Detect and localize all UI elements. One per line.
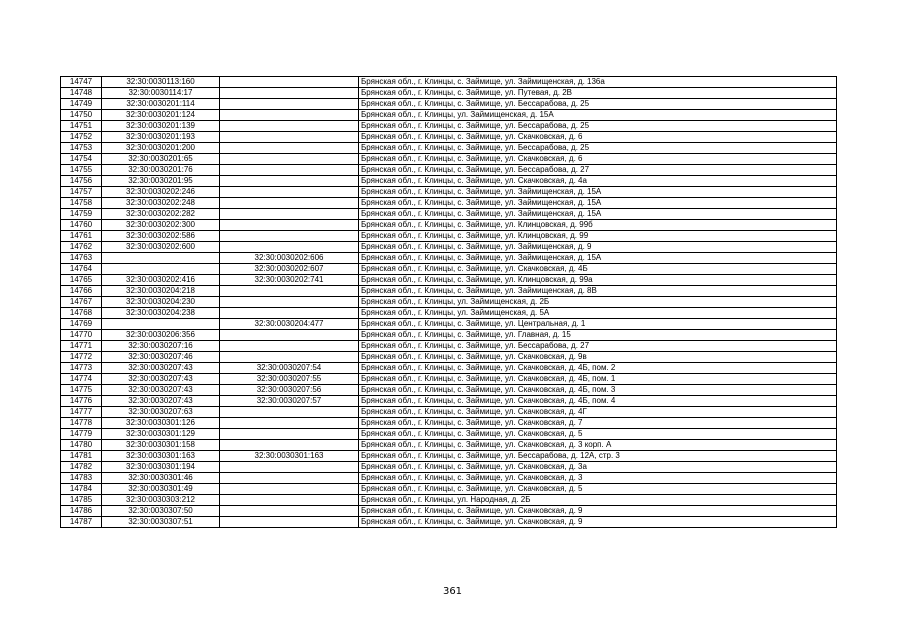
address-cell: Брянская обл., г. Клинцы, с. Займище, ул. Займищенская, д. 8В — [359, 286, 837, 297]
table-row — [61, 330, 837, 341]
table-row — [61, 121, 837, 132]
cadastral-number-cell: 32:30:0030206:356 — [102, 330, 220, 341]
related-cadastral-number-cell — [220, 220, 359, 231]
cadastral-number-cell: 32:30:0030204:230 — [102, 297, 220, 308]
table-row — [61, 88, 837, 99]
related-cadastral-number-cell — [220, 132, 359, 143]
related-cadastral-number-cell — [220, 77, 359, 88]
address-cell: Брянская обл., г. Клинцы, с. Займище, ул. Займищенская, д. 15А — [359, 253, 837, 264]
table-row — [61, 308, 837, 319]
cadastral-number-cell: 32:30:0030201:124 — [102, 110, 220, 121]
cadastral-number-cell: 32:30:0030301:129 — [102, 429, 220, 440]
table-row — [61, 253, 837, 264]
address-cell: Брянская обл., г. Клинцы, с. Займище, ул. Скачковская, д. 4Б, пом. 2 — [359, 363, 837, 374]
address-cell: Брянская обл., г. Клинцы, с. Займище, ул. Займищенская, д. 9 — [359, 242, 837, 253]
related-cadastral-number-cell — [220, 429, 359, 440]
table-row — [61, 341, 837, 352]
related-cadastral-number-cell — [220, 297, 359, 308]
related-cadastral-number-cell — [220, 176, 359, 187]
related-cadastral-number-cell — [220, 506, 359, 517]
address-cell: Брянская обл., г. Клинцы, с. Займище, ул. Бессарабова, д. 27 — [359, 341, 837, 352]
address-cell: Брянская обл., г. Клинцы, с. Займище, ул. Путевая, д. 2В — [359, 88, 837, 99]
related-cadastral-number-cell — [220, 242, 359, 253]
cadastral-number-cell: 32:30:0030207:43 — [102, 396, 220, 407]
table-row — [61, 242, 837, 253]
related-cadastral-number-cell — [220, 165, 359, 176]
related-cadastral-number-cell: 32:30:0030301:163 — [220, 451, 359, 462]
address-cell: Брянская обл., г. Клинцы, с. Займище, ул. Главная, д. 15 — [359, 330, 837, 341]
table-row — [61, 231, 837, 242]
related-cadastral-number-cell: 32:30:0030202:741 — [220, 275, 359, 286]
table-row — [61, 264, 837, 275]
address-cell: Брянская обл., г. Клинцы, с. Займище, ул. Скачковская, д. 4Б, пом. 4 — [359, 396, 837, 407]
table-row — [61, 352, 837, 363]
table-row — [61, 385, 837, 396]
row-number-cell: 14775 — [61, 385, 102, 396]
row-number-cell: 14778 — [61, 418, 102, 429]
row-number-cell: 14772 — [61, 352, 102, 363]
row-number-cell: 14767 — [61, 297, 102, 308]
row-number-cell: 14768 — [61, 308, 102, 319]
table-row — [61, 176, 837, 187]
row-number-cell: 14762 — [61, 242, 102, 253]
row-number-cell: 14771 — [61, 341, 102, 352]
address-cell: Брянская обл., г. Клинцы, с. Займище, ул. Скачковская, д. 6 — [359, 132, 837, 143]
address-cell: Брянская обл., г. Клинцы, с. Займище, ул. Скачковская, д. 7 — [359, 418, 837, 429]
cadastral-number-cell: 32:30:0030201:139 — [102, 121, 220, 132]
row-number-cell: 14780 — [61, 440, 102, 451]
row-number-cell: 14779 — [61, 429, 102, 440]
row-number-cell: 14765 — [61, 275, 102, 286]
related-cadastral-number-cell — [220, 110, 359, 121]
table-row — [61, 363, 837, 374]
row-number-cell: 14770 — [61, 330, 102, 341]
table-row — [61, 374, 837, 385]
related-cadastral-number-cell — [220, 440, 359, 451]
address-cell: Брянская обл., г. Клинцы, с. Займище, ул. Скачковская, д. 5 — [359, 429, 837, 440]
cadastral-number-cell: 32:30:0030202:300 — [102, 220, 220, 231]
related-cadastral-number-cell — [220, 99, 359, 110]
related-cadastral-number-cell — [220, 473, 359, 484]
related-cadastral-number-cell — [220, 308, 359, 319]
row-number-cell: 14774 — [61, 374, 102, 385]
address-cell: Брянская обл., г. Клинцы, с. Займище, ул. Бессарабова, д. 25 — [359, 121, 837, 132]
cadastral-number-cell: 32:30:0030207:16 — [102, 341, 220, 352]
cadastral-number-cell: 32:30:0030301:163 — [102, 451, 220, 462]
address-cell: Брянская обл., г. Клинцы, с. Займище, ул. Скачковская, д. 3а — [359, 462, 837, 473]
row-number-cell: 14785 — [61, 495, 102, 506]
related-cadastral-number-cell: 32:30:0030202:607 — [220, 264, 359, 275]
address-cell: Брянская обл., г. Клинцы, ул. Займищенская, д. 15А — [359, 110, 837, 121]
cadastral-number-cell: 32:30:0030201:200 — [102, 143, 220, 154]
cadastral-number-cell: 32:30:0030307:51 — [102, 517, 220, 528]
table-row — [61, 473, 837, 484]
row-number-cell: 14758 — [61, 198, 102, 209]
related-cadastral-number-cell — [220, 462, 359, 473]
cadastral-number-cell: 32:30:0030201:95 — [102, 176, 220, 187]
address-cell: Брянская обл., г. Клинцы, с. Займище, ул. Клинцовская, д. 99б — [359, 220, 837, 231]
cadastral-number-cell: 32:30:0030202:248 — [102, 198, 220, 209]
address-cell: Брянская обл., г. Клинцы, с. Займище, ул. Клинцовская, д. 99 — [359, 231, 837, 242]
row-number-cell: 14759 — [61, 209, 102, 220]
address-cell: Брянская обл., г. Клинцы, с. Займище, ул. Бессарабова, д. 25 — [359, 99, 837, 110]
row-number-cell: 14760 — [61, 220, 102, 231]
related-cadastral-number-cell: 32:30:0030207:55 — [220, 374, 359, 385]
table-row — [61, 154, 837, 165]
table-row — [61, 396, 837, 407]
table-row — [61, 440, 837, 451]
table-row — [61, 77, 837, 88]
cadastral-number-cell: 32:30:0030202:246 — [102, 187, 220, 198]
related-cadastral-number-cell — [220, 341, 359, 352]
cadastral-number-cell: 32:30:0030201:193 — [102, 132, 220, 143]
row-number-cell: 14777 — [61, 407, 102, 418]
row-number-cell: 14750 — [61, 110, 102, 121]
related-cadastral-number-cell — [220, 286, 359, 297]
table-row — [61, 484, 837, 495]
cadastral-number-cell: 32:30:0030202:416 — [102, 275, 220, 286]
address-cell: Брянская обл., г. Клинцы, с. Займище, ул. Центральная, д. 1 — [359, 319, 837, 330]
row-number-cell: 14781 — [61, 451, 102, 462]
address-cell: Брянская обл., г. Клинцы, с. Займище, ул. Скачковская, д. 3 корп. А — [359, 440, 837, 451]
row-number-cell: 14748 — [61, 88, 102, 99]
address-cell: Брянская обл., г. Клинцы, с. Займище, ул. Скачковская, д. 4Б, пом. 1 — [359, 374, 837, 385]
table-row — [61, 407, 837, 418]
address-cell: Брянская обл., г. Клинцы, с. Займище, ул. Скачковская, д. 6 — [359, 154, 837, 165]
table-row — [61, 220, 837, 231]
table-row — [61, 506, 837, 517]
cadastral-number-cell: 32:30:0030201:65 — [102, 154, 220, 165]
address-cell: Брянская обл., г. Клинцы, с. Займище, ул. Бессарабова, д. 12А, стр. 3 — [359, 451, 837, 462]
related-cadastral-number-cell — [220, 407, 359, 418]
cadastral-number-cell: 32:30:0030204:238 — [102, 308, 220, 319]
cadastral-number-cell: 32:30:0030301:49 — [102, 484, 220, 495]
address-cell: Брянская обл., г. Клинцы, с. Займище, ул. Скачковская, д. 4а — [359, 176, 837, 187]
related-cadastral-number-cell — [220, 143, 359, 154]
related-cadastral-number-cell: 32:30:0030207:54 — [220, 363, 359, 374]
cadastral-number-cell: 32:30:0030113:160 — [102, 77, 220, 88]
row-number-cell: 14783 — [61, 473, 102, 484]
related-cadastral-number-cell: 32:30:0030207:56 — [220, 385, 359, 396]
address-cell: Брянская обл., г. Клинцы, с. Займище, ул. Бессарабова, д. 27 — [359, 165, 837, 176]
table-row — [61, 165, 837, 176]
table-row — [61, 429, 837, 440]
registry-table — [60, 76, 837, 528]
cadastral-number-cell: 32:30:0030207:43 — [102, 374, 220, 385]
related-cadastral-number-cell — [220, 418, 359, 429]
registry-table-body — [61, 77, 837, 528]
related-cadastral-number-cell — [220, 517, 359, 528]
row-number-cell: 14787 — [61, 517, 102, 528]
row-number-cell: 14753 — [61, 143, 102, 154]
table-row — [61, 143, 837, 154]
cadastral-number-cell: 32:30:0030204:218 — [102, 286, 220, 297]
cadastral-number-cell: 32:30:0030301:194 — [102, 462, 220, 473]
row-number-cell: 14747 — [61, 77, 102, 88]
table-row — [61, 418, 837, 429]
cadastral-number-cell: 32:30:0030207:43 — [102, 363, 220, 374]
cadastral-number-cell: 32:30:0030303:212 — [102, 495, 220, 506]
row-number-cell: 14754 — [61, 154, 102, 165]
table-row — [61, 451, 837, 462]
table-row — [61, 132, 837, 143]
row-number-cell: 14756 — [61, 176, 102, 187]
address-cell: Брянская обл., г. Клинцы, ул. Займищенская, д. 5А — [359, 308, 837, 319]
table-row — [61, 110, 837, 121]
related-cadastral-number-cell — [220, 352, 359, 363]
cadastral-number-cell: 32:30:0030301:158 — [102, 440, 220, 451]
table-row — [61, 187, 837, 198]
cadastral-number-cell — [102, 264, 220, 275]
row-number-cell: 14766 — [61, 286, 102, 297]
row-number-cell: 14776 — [61, 396, 102, 407]
cadastral-number-cell: 32:30:0030201:114 — [102, 99, 220, 110]
cadastral-number-cell: 32:30:0030301:126 — [102, 418, 220, 429]
cadastral-number-cell: 32:30:0030202:586 — [102, 231, 220, 242]
table-row — [61, 319, 837, 330]
address-cell: Брянская обл., г. Клинцы, с. Займище, ул. Скачковская, д. 4Б, пом. 3 — [359, 385, 837, 396]
row-number-cell: 14786 — [61, 506, 102, 517]
address-cell: Брянская обл., г. Клинцы, ул. Народная, д. 2Б — [359, 495, 837, 506]
table-row — [61, 198, 837, 209]
cadastral-number-cell: 32:30:0030307:50 — [102, 506, 220, 517]
table-row — [61, 462, 837, 473]
cadastral-number-cell: 32:30:0030207:63 — [102, 407, 220, 418]
table-row — [61, 209, 837, 220]
row-number-cell: 14752 — [61, 132, 102, 143]
row-number-cell: 14755 — [61, 165, 102, 176]
related-cadastral-number-cell — [220, 154, 359, 165]
page-number: 361 — [442, 586, 463, 597]
row-number-cell: 14761 — [61, 231, 102, 242]
cadastral-number-cell: 32:30:0030207:46 — [102, 352, 220, 363]
cadastral-number-cell: 32:30:0030114:17 — [102, 88, 220, 99]
related-cadastral-number-cell: 32:30:0030204:477 — [220, 319, 359, 330]
address-cell: Брянская обл., г. Клинцы, с. Займище, ул. Скачковская, д. 4Г — [359, 407, 837, 418]
address-cell: Брянская обл., г. Клинцы, с. Займище, ул. Скачковская, д. 9 — [359, 506, 837, 517]
table-row — [61, 99, 837, 110]
table-row — [61, 517, 837, 528]
row-number-cell: 14749 — [61, 99, 102, 110]
address-cell: Брянская обл., г. Клинцы, с. Займище, ул. Займищенская, д. 136а — [359, 77, 837, 88]
row-number-cell: 14773 — [61, 363, 102, 374]
address-cell: Брянская обл., г. Клинцы, с. Займище, ул. Займищенская, д. 15А — [359, 187, 837, 198]
row-number-cell: 14764 — [61, 264, 102, 275]
cadastral-number-cell: 32:30:0030301:46 — [102, 473, 220, 484]
related-cadastral-number-cell — [220, 495, 359, 506]
table-row — [61, 495, 837, 506]
cadastral-number-cell — [102, 253, 220, 264]
related-cadastral-number-cell — [220, 198, 359, 209]
address-cell: Брянская обл., г. Клинцы, с. Займище, ул. Займищенская, д. 15А — [359, 209, 837, 220]
cadastral-number-cell: 32:30:0030202:282 — [102, 209, 220, 220]
address-cell: Брянская обл., г. Клинцы, с. Займище, ул. Скачковская, д. 9 — [359, 517, 837, 528]
related-cadastral-number-cell: 32:30:0030207:57 — [220, 396, 359, 407]
table-row — [61, 297, 837, 308]
cadastral-number-cell: 32:30:0030207:43 — [102, 385, 220, 396]
related-cadastral-number-cell — [220, 231, 359, 242]
address-cell: Брянская обл., г. Клинцы, с. Займище, ул. Скачковская, д. 3 — [359, 473, 837, 484]
related-cadastral-number-cell — [220, 187, 359, 198]
related-cadastral-number-cell — [220, 88, 359, 99]
table-row — [61, 286, 837, 297]
address-cell: Брянская обл., г. Клинцы, ул. Займищенская, д. 2Б — [359, 297, 837, 308]
address-cell: Брянская обл., г. Клинцы, с. Займище, ул. Клинцовская, д. 99а — [359, 275, 837, 286]
address-cell: Брянская обл., г. Клинцы, с. Займище, ул. Скачковская, д. 5 — [359, 484, 837, 495]
row-number-cell: 14751 — [61, 121, 102, 132]
address-cell: Брянская обл., г. Клинцы, с. Займище, ул. Займищенская, д. 15А — [359, 198, 837, 209]
cadastral-number-cell: 32:30:0030201:76 — [102, 165, 220, 176]
address-cell: Брянская обл., г. Клинцы, с. Займище, ул. Бессарабова, д. 25 — [359, 143, 837, 154]
address-cell: Брянская обл., г. Клинцы, с. Займище, ул. Скачковская, д. 9в — [359, 352, 837, 363]
related-cadastral-number-cell — [220, 209, 359, 220]
related-cadastral-number-cell — [220, 121, 359, 132]
row-number-cell: 14782 — [61, 462, 102, 473]
cadastral-number-cell: 32:30:0030202:600 — [102, 242, 220, 253]
cadastral-number-cell — [102, 319, 220, 330]
row-number-cell: 14784 — [61, 484, 102, 495]
row-number-cell: 14769 — [61, 319, 102, 330]
related-cadastral-number-cell — [220, 484, 359, 495]
related-cadastral-number-cell — [220, 330, 359, 341]
row-number-cell: 14763 — [61, 253, 102, 264]
related-cadastral-number-cell: 32:30:0030202:606 — [220, 253, 359, 264]
table-row — [61, 275, 837, 286]
address-cell: Брянская обл., г. Клинцы, с. Займище, ул. Скачковская, д. 4Б — [359, 264, 837, 275]
row-number-cell: 14757 — [61, 187, 102, 198]
